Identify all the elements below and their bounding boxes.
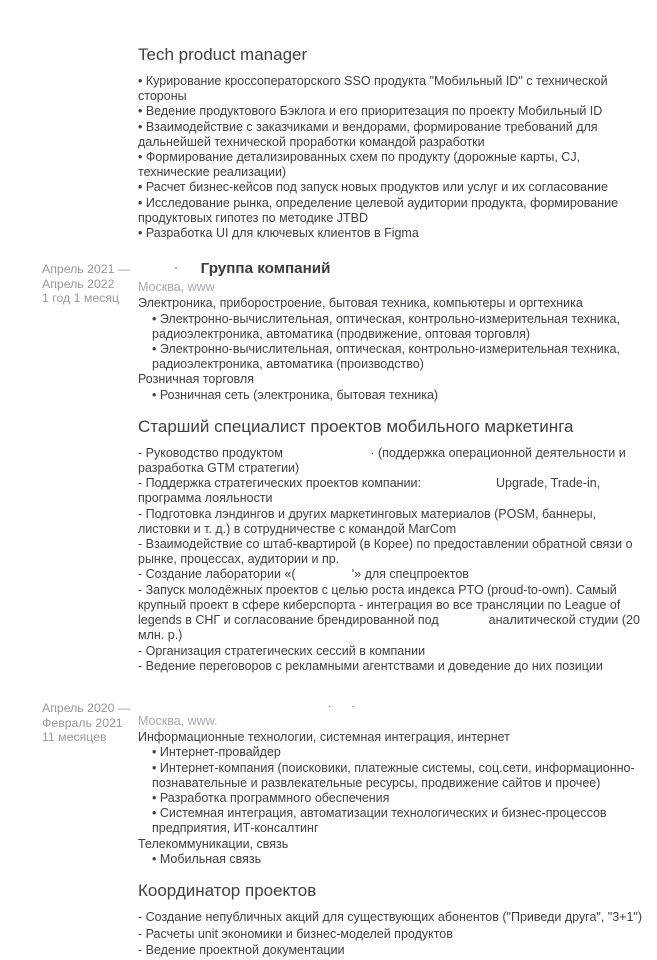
company-redacted-mark: - bbox=[174, 262, 178, 275]
duty-item: • Расчет бизнес-кейсов под запуск новых продуктов или услуг и их согласование bbox=[138, 180, 608, 195]
company-name bbox=[138, 698, 645, 714]
industry-group-label: Телекоммуникации, связь bbox=[138, 836, 289, 851]
industry-item: • Системная интеграция, автоматизации технологических и бизнес-процессов предприятия, ИТ-консалтинг bbox=[152, 806, 607, 836]
company-redacted-mark: · · bbox=[328, 700, 355, 712]
industry-group-label: Розничная торговля bbox=[138, 372, 254, 387]
position-title: Старший специалист проектов мобильного маркетинга bbox=[138, 416, 574, 436]
duty-item: - Взаимодействие со штаб-квартирой (в Корее) по предоставлении обратной связи о рынке, процессах, аудитории и пр. bbox=[138, 537, 633, 567]
work-experience-entry bbox=[42, 698, 649, 960]
duty-item: - Создание непубличных акций для существующих абонентов ("Приведи друга", "3+1") bbox=[138, 909, 643, 924]
industries-block bbox=[138, 296, 645, 402]
dates-column bbox=[42, 44, 138, 241]
position-title: Координатор проектов bbox=[138, 880, 317, 900]
duties-list bbox=[138, 446, 645, 674]
duty-item: • Ведение продуктового Бэклога и его приоритезация по проекту Мобильный ID bbox=[138, 104, 603, 119]
work-experience-entry bbox=[42, 259, 649, 674]
industry-group-label: Информационные технологии, системная интеграция, интернет bbox=[138, 730, 510, 745]
company-location: Москва, www bbox=[138, 280, 215, 295]
duties-list bbox=[138, 74, 645, 241]
date-range-start: Апрель 2020 — bbox=[42, 700, 131, 715]
industry-item: • Мобильная связь bbox=[152, 851, 262, 866]
duty-item: • Исследование рынка, определение целевой аудитории продукта, формирование продуктовых гипотез по методике JTBD bbox=[138, 195, 619, 225]
dates-column bbox=[42, 259, 138, 674]
industry-item: • Интернет-провайдер bbox=[152, 745, 281, 760]
date-range-end: Февраль 2021 bbox=[42, 715, 123, 730]
duty-item: - Ведение переговоров с рекламными агентствами и доведение до них позиции bbox=[138, 658, 603, 673]
industry-item: • Электронно-вычислительная, оптическая, контрольно-измерительная техника, радиоэлектроника, автоматика (продвижение, оптовая торговля) bbox=[152, 311, 620, 341]
industry-item: • Электронно-вычислительная, оптическая, контрольно-измерительная техника, радиоэлектроника, автоматика (производство) bbox=[152, 342, 620, 372]
duty-item: • Взаимодействие с заказчиками и вендорами, формирование требований для дальнейшей технической проработки командой разработки bbox=[138, 119, 598, 149]
date-range-end: Апрель 2022 bbox=[42, 276, 115, 291]
entry-content bbox=[138, 259, 645, 674]
duty-item: - Подготовка лэндингов и других маркетинговых материалов (POSM, баннеры, листовки и т. д.) в сотрудничестве с командой MarCom bbox=[138, 506, 597, 536]
position-title: Tech product manager bbox=[138, 45, 308, 64]
entry-content bbox=[138, 698, 645, 960]
duty-item: - Поддержка стратегических проектов компании: Upgrade, Trade-in, программа лояльности bbox=[138, 476, 601, 506]
company-location: Москва, www. bbox=[138, 713, 218, 728]
duty-item: - Организация стратегических сессий в компании bbox=[138, 643, 426, 658]
duty-item: - Руководство продуктом · (поддержка операционной деятельности и разработка GTM стратегии) bbox=[138, 445, 626, 476]
industry-group-label: Электроника, приборостроение, бытовая техника, компьютеры и оргтехника bbox=[138, 296, 583, 311]
company-name-text: Группа компаний bbox=[200, 260, 331, 278]
duties-list bbox=[138, 910, 645, 959]
duty-item: • Курирование кроссоператорского SSO продукта "Мобильный ID" с технической стороны bbox=[138, 74, 608, 104]
duty-item: - Создание лаборатории «( '» для спецпроектов bbox=[138, 567, 469, 582]
industry-item: • Разработка программного обеспечения bbox=[152, 790, 390, 805]
company-name bbox=[138, 259, 645, 280]
date-range-start: Апрель 2021 — bbox=[42, 262, 131, 277]
duration-label: 1 год 1 месяц bbox=[42, 291, 120, 306]
duty-item: - Запуск молодёжных проектов с целью роста индекса PTO (proud-to-own). Самый крупный проект в сфере киберспорта - интеграция во все трансляции по League of legends в СНГ и согласование брендированной под аналитической студии (20 млн. р.) bbox=[138, 582, 640, 643]
duty-item: • Формирование детализированных схем по продукту (дорожные карты, CJ, технические реализации) bbox=[138, 150, 581, 180]
work-experience-entry bbox=[42, 44, 649, 241]
dates-column bbox=[42, 698, 138, 960]
duty-item: • Разработка UI для ключевых клиентов в Figma bbox=[138, 226, 419, 241]
industry-item: • Интернет-компания (поисковики, платежные системы, соц.сети, информационно-познавательные и развлекательные ресурсы, продвижение сайтов и прочее) bbox=[152, 760, 635, 790]
entry-content bbox=[138, 44, 645, 241]
industries-block bbox=[138, 730, 645, 867]
industry-item: • Розничная сеть (электроника, бытовая техника) bbox=[152, 387, 439, 402]
duty-item: - Ведение проектной документации bbox=[138, 943, 345, 958]
duty-item: - Расчеты unit экономики и бизнес-моделей продуктов bbox=[138, 926, 453, 941]
duration-label: 11 месяцев bbox=[42, 730, 107, 745]
